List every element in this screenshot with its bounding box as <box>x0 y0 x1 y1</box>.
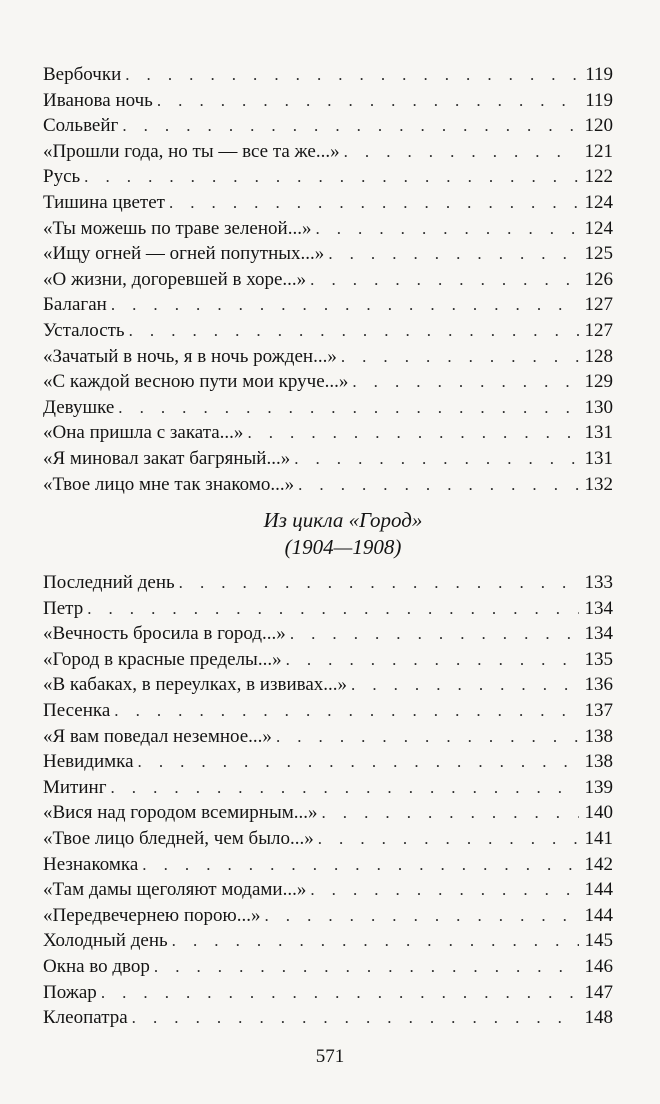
toc-entry-page: 145 <box>584 930 613 952</box>
toc-entry <box>43 621 613 647</box>
toc-entry-page: 121 <box>584 140 613 162</box>
toc-entry <box>43 954 613 980</box>
toc-entry-page: 125 <box>584 243 613 265</box>
toc-entry-page: 144 <box>584 879 613 901</box>
toc-entry <box>43 164 613 190</box>
toc-entry-title: «Она пришла с заката...» <box>43 422 244 444</box>
toc-entry-title: Русь <box>43 166 81 188</box>
toc-entry <box>43 1005 613 1031</box>
section-years: (1904—1908) <box>284 535 402 560</box>
toc-entry <box>43 395 613 421</box>
dot-leader <box>179 570 579 596</box>
toc-entry <box>43 724 613 750</box>
toc-entry-page: 128 <box>584 345 613 367</box>
toc-entry-title: «Твое лицо мне так знакомо...» <box>43 473 295 495</box>
dot-leader <box>322 800 580 826</box>
toc-entry <box>43 420 613 446</box>
dot-leader <box>132 1005 579 1031</box>
dot-leader <box>138 749 579 775</box>
toc-entry <box>43 318 613 344</box>
toc-entry <box>43 980 613 1006</box>
toc-entry-title: Вербочки <box>43 64 122 85</box>
toc-entry-page: 142 <box>584 853 613 875</box>
toc-entry-title: Балаган <box>43 294 107 316</box>
dot-leader <box>310 267 579 293</box>
toc-entry-title: «С каждой весною пути мои круче...» <box>43 371 349 393</box>
toc-entry-title: Петр <box>43 597 84 619</box>
dot-leader <box>276 724 579 750</box>
toc-entry <box>43 826 613 852</box>
dot-leader <box>247 420 579 446</box>
toc-entry-title: Холодный день <box>43 930 168 952</box>
toc-entry-page: 137 <box>584 700 613 722</box>
toc-entry-title: «О жизни, догоревшей в хоре...» <box>43 268 307 290</box>
toc-entry <box>43 139 613 165</box>
toc-entry-page: 129 <box>584 371 613 393</box>
toc-entry-title: «В кабаках, в переулках, в извивах...» <box>43 674 348 696</box>
dot-leader <box>157 88 579 114</box>
dot-leader <box>315 216 579 242</box>
toc-entry-title: «Ты можешь по траве зеленой...» <box>43 217 312 239</box>
toc-entry <box>43 344 613 370</box>
toc-entry-page: 146 <box>584 956 613 977</box>
dot-leader <box>290 621 579 647</box>
dot-leader <box>84 164 579 190</box>
toc-entry <box>43 446 613 472</box>
toc-entry-title: Девушке <box>43 396 115 418</box>
toc-entry-page: 136 <box>584 674 613 696</box>
dot-leader <box>298 472 579 498</box>
toc-entry <box>43 596 613 622</box>
toc-entry-page: 141 <box>584 828 613 850</box>
dot-leader <box>318 826 579 852</box>
toc-entry-page: 124 <box>584 217 613 239</box>
dot-leader <box>111 292 579 318</box>
dot-leader <box>118 395 579 421</box>
toc-entry <box>43 190 613 216</box>
toc-entry-page: 131 <box>584 422 613 444</box>
toc-entry <box>43 749 613 775</box>
dot-leader <box>310 877 579 903</box>
page-number: 571 <box>315 1046 345 1067</box>
dot-leader <box>114 698 579 724</box>
toc-entry-title: «Зачатый в ночь, я в ночь рожден...» <box>43 345 337 367</box>
toc-entry-page: 122 <box>584 166 613 188</box>
toc-entry <box>43 672 613 698</box>
dot-leader <box>125 62 579 88</box>
toc-entry <box>43 570 613 596</box>
toc-entry-page: 127 <box>584 294 613 316</box>
toc-entry-title: «Передвечернею порою...» <box>43 904 261 926</box>
toc-entry-title: «Вечность бросила в город...» <box>43 623 286 645</box>
dot-leader <box>169 190 579 216</box>
dot-leader <box>286 647 579 673</box>
toc-entry <box>43 877 613 903</box>
toc-page <box>43 62 613 1031</box>
dot-leader <box>352 369 579 395</box>
toc-entry-title: Сольвейг <box>43 115 119 137</box>
toc-entry-title: Невидимка <box>43 751 134 773</box>
toc-entry-title: Незнакомка <box>43 853 139 875</box>
toc-entry-page: 134 <box>584 597 613 619</box>
toc-entry-page: 131 <box>584 447 613 469</box>
toc-entry <box>43 472 613 498</box>
toc-entry-page: 132 <box>584 473 613 495</box>
dot-leader <box>351 672 579 698</box>
toc-entry <box>43 241 613 267</box>
toc-entry-title: «Вися над городом всемирным...» <box>43 802 318 824</box>
toc-entry <box>43 800 613 826</box>
dot-leader <box>264 903 579 929</box>
dot-leader <box>101 980 579 1006</box>
toc-entry-page: 120 <box>584 115 613 137</box>
toc-entry <box>43 62 613 88</box>
toc-entry-title: «Город в красные пределы...» <box>43 648 282 670</box>
toc-entry-title: «Я вам поведал неземное...» <box>43 725 272 747</box>
toc-entry-title: Окна во двор <box>43 956 150 977</box>
toc-entry-page: 138 <box>584 751 613 773</box>
toc-entry-title: «Ищу огней — огней попутных...» <box>43 243 325 265</box>
dot-leader <box>344 139 579 165</box>
toc-entry <box>43 775 613 801</box>
toc-entry <box>43 369 613 395</box>
dot-leader <box>341 344 579 370</box>
toc-entry <box>43 928 613 954</box>
toc-entry-page: 138 <box>584 725 613 747</box>
toc-entry-page: 147 <box>584 981 613 1003</box>
toc-entry <box>43 698 613 724</box>
dot-leader <box>154 954 579 980</box>
dot-leader <box>294 446 579 472</box>
toc-entry-page: 119 <box>585 89 613 111</box>
toc-entry-title: «Твое лицо бледней, чем было...» <box>43 828 314 850</box>
toc-entry <box>43 852 613 878</box>
toc-entry-title: Песенка <box>43 700 111 722</box>
dot-leader <box>172 928 579 954</box>
toc-entry <box>43 903 613 929</box>
toc-entry-page: 144 <box>584 904 613 926</box>
toc-entry-title: «Там дамы щеголяют модами...» <box>43 879 307 901</box>
toc-entry-title: «Прошли года, но ты — все та же...» <box>43 140 340 162</box>
toc-entry-page: 148 <box>584 1007 613 1029</box>
toc-entry-page: 126 <box>584 268 613 290</box>
dot-leader <box>87 596 579 622</box>
toc-entry <box>43 647 613 673</box>
toc-entry-page: 135 <box>584 648 613 670</box>
toc-entry-title: Усталость <box>43 319 125 341</box>
toc-entry-title: Иванова ночь <box>43 89 153 111</box>
dot-leader <box>111 775 580 801</box>
toc-entry-page: 140 <box>584 802 613 824</box>
toc-entry-page: 134 <box>584 623 613 645</box>
dot-leader <box>129 318 579 344</box>
toc-entry-page: 133 <box>584 572 613 594</box>
toc-entry-title: Клеопатра <box>43 1007 128 1029</box>
section-title: Из цикла «Город» <box>263 508 423 533</box>
dot-leader <box>122 113 579 139</box>
toc-entry-title: «Я миновал закат багряный...» <box>43 447 291 469</box>
toc-entry-title: Последний день <box>43 572 175 594</box>
toc-entry-page: 139 <box>584 776 613 798</box>
toc-entry-title: Тишина цветет <box>43 191 165 213</box>
toc-entry-page: 130 <box>584 396 613 418</box>
toc-entry-page: 127 <box>584 319 613 341</box>
toc-list <box>43 570 613 1031</box>
toc-entry-page: 119 <box>585 64 613 85</box>
toc-entry-title: Пожар <box>43 981 97 1003</box>
toc-list <box>43 62 613 497</box>
toc-entry <box>43 216 613 242</box>
toc-entry <box>43 292 613 318</box>
toc-entry <box>43 267 613 293</box>
dot-leader <box>328 241 579 267</box>
toc-entry <box>43 113 613 139</box>
toc-entry-page: 124 <box>584 191 613 213</box>
toc-entry-title: Митинг <box>43 776 107 798</box>
dot-leader <box>142 852 579 878</box>
toc-entry <box>43 88 613 114</box>
